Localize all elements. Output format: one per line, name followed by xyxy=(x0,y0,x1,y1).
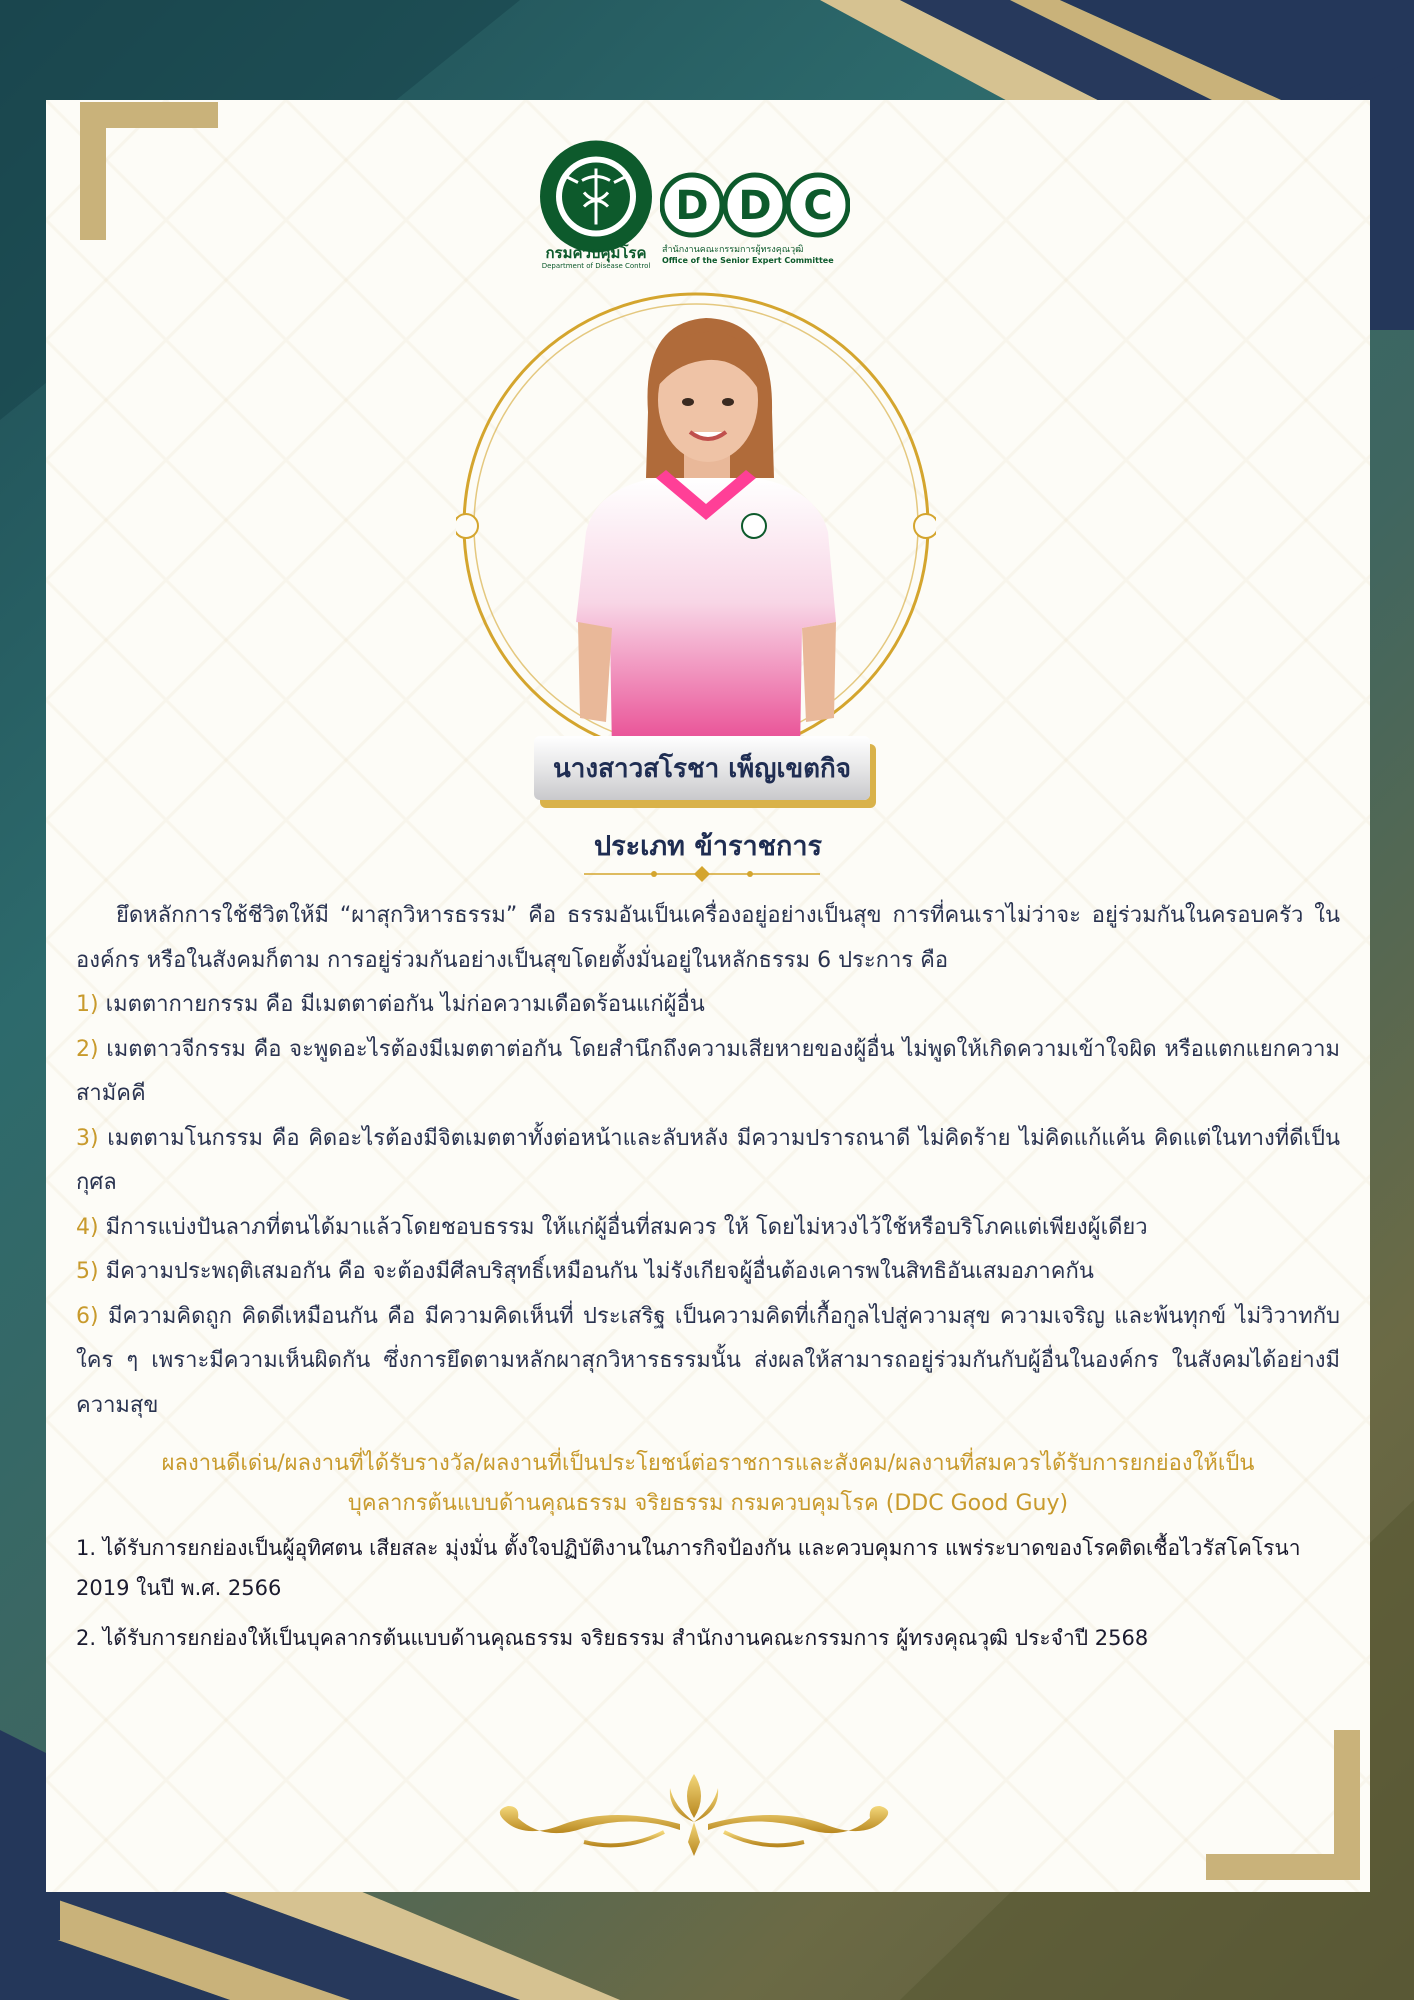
award-item: 2. ได้รับการยกย่องให้เป็นบุคลากรต้นแบบด้านคุณธรรม จริยธรรม สำนักงานคณะกรรมการ ผู้ทรงคุณวุฒิ ประจำปี 2568 xyxy=(76,1626,1149,1650)
principle-text: มีการแบ่งปันลาภที่ตนได้มาแล้วโดยชอบธรรม ให้แก่ผู้อื่นที่สมควร ให้ โดยไม่หวงไว้ใช้หรือบริโภคแต่เพียงผู้เดียว xyxy=(105,1214,1148,1240)
ornament-divider xyxy=(584,862,820,886)
awards-heading-line1: ผลงานดีเด่น/ผลงานที่ได้รับรางวัล/ผลงานที่เป็นประโยชน์ต่อราชการและสังคม/ผลงานที่สมควรได้รับการยกย่องให้เป็น xyxy=(161,1451,1255,1476)
ddc-thai-name: สำนักงานคณะกรรมการผู้ทรงคุณวุฒิ xyxy=(662,245,804,255)
principle-number: 2) xyxy=(76,1036,99,1062)
person-category: ประเภท ข้าราชการ xyxy=(594,831,822,862)
profile-portrait xyxy=(456,282,936,762)
principle-number: 6) xyxy=(76,1303,99,1329)
name-plate xyxy=(534,736,870,800)
ddc-letter-2: D xyxy=(738,183,772,229)
moph-subtitle: Department of Disease Control xyxy=(541,262,651,270)
principle-number: 5) xyxy=(76,1259,99,1284)
principle-text: มีความคิดถูก คิดดีเหมือนกัน คือ มีความคิดเห็นที่ ประเสริฐ เป็นความคิดที่เกื้อกูลไปสู่ความสุข ความเจริญ และพ้นทุกข์ ไม่วิวาทกับใคร ๆ เพราะมีความเห็นผิดกัน ซึ่งการยึดตามหลักผาสุกวิหารธรรมนั้น ส่งผลให้สามารถอยู่ร่วมกันกับผู้อื่นในองค์กร ในสังคมได้อย่างมีความสุข xyxy=(76,1303,1340,1418)
principle-text: เมตตามโนกรรม คือ คิดอะไรต้องมีจิตเมตตาทั้งต่อหน้าและลับหลัง มีความปรารถนาดี ไม่คิดร้าย ไม่คิดแก้แค้น คิดแต่ในทางที่ดีเป็นกุศล xyxy=(76,1125,1340,1195)
principle-item xyxy=(76,1250,1340,1295)
principle-text: มีความประพฤติเสมอกัน คือ จะต้องมีศีลบริสุทธิ์เหมือนกัน ไม่รังเกียจผู้อื่นต้องเคารพในสิทธิอันเสมอภาคกัน xyxy=(105,1259,1094,1284)
principle-number: 1) xyxy=(76,992,99,1017)
principle-item xyxy=(76,1028,1340,1117)
principle-text: เมตตาวจีกรรม คือ จะพูดอะไรต้องมีเมตตาต่อกัน โดยสำนึกถึงความเสียหายของผู้อื่น ไม่พูดให้เกิดความเข้าใจผิด หรือแตกแยกความ สามัคคี xyxy=(76,1036,1340,1106)
person-name: นางสาวสโรชา เพ็ญเขตกิจ xyxy=(553,753,851,784)
principle-item xyxy=(76,1206,1340,1251)
principle-item xyxy=(76,1117,1340,1206)
principle-text: เมตตากายกรรม คือ มีเมตตาต่อกัน ไม่ก่อความเดือดร้อนแก่ผู้อื่น xyxy=(105,992,705,1017)
awards-heading xyxy=(76,1444,1340,1524)
principles-text xyxy=(76,894,1340,1428)
principle-item xyxy=(76,1295,1340,1429)
principle-item xyxy=(76,983,1340,1028)
ddc-logo xyxy=(660,170,850,240)
gold-flourish-ornament xyxy=(484,1766,904,1862)
award-item: 1. ได้รับการยกย่องเป็นผู้อุทิศตน เสียสละ มุ่งมั่น ตั้งใจปฏิบัติงานในภารกิจป้องกัน และควบคุมการ แพร่ระบาดของโรคติดเชื้อไวรัสโคโรนา 2019 ในปี พ.ศ. 2566 xyxy=(76,1536,1301,1600)
principles-intro: ยึดหลักการใช้ชีวิตให้มี “ผาสุกวิหารธรรม” คือ ธรรมอันเป็นเครื่องอยู่อย่างเป็นสุข การที่คนเราไม่ว่าจะ อยู่ร่วมกันในครอบครัว ในองค์กร หรือในสังคมก็ตาม การอยู่ร่วมกันอย่างเป็นสุขโดยตั้งมั่นอยู่ในหลักธรรม 6 ประการ คือ xyxy=(76,903,1340,973)
corner-bottom-right-h xyxy=(1206,1854,1344,1880)
principle-number: 3) xyxy=(76,1125,99,1151)
moph-name: กรมควบคุมโรค xyxy=(545,244,647,262)
corner-top-left-v xyxy=(80,102,106,240)
ddc-english-name: Office of the Senior Expert Committee xyxy=(662,256,834,265)
ddc-letter-1: D xyxy=(675,183,709,229)
ddc-letter-3: C xyxy=(803,183,833,229)
awards-heading-line2: บุคลากรต้นแบบด้านคุณธรรม จริยธรรม กรมควบคุมโรค (DDC Good Guy) xyxy=(347,1491,1069,1516)
certificate-page xyxy=(46,100,1370,1892)
principle-number: 4) xyxy=(76,1214,99,1240)
person-illustration xyxy=(576,318,836,760)
awards-list xyxy=(76,1528,1340,1668)
logo-group xyxy=(534,116,864,281)
corner-bottom-right-v xyxy=(1334,1730,1360,1880)
